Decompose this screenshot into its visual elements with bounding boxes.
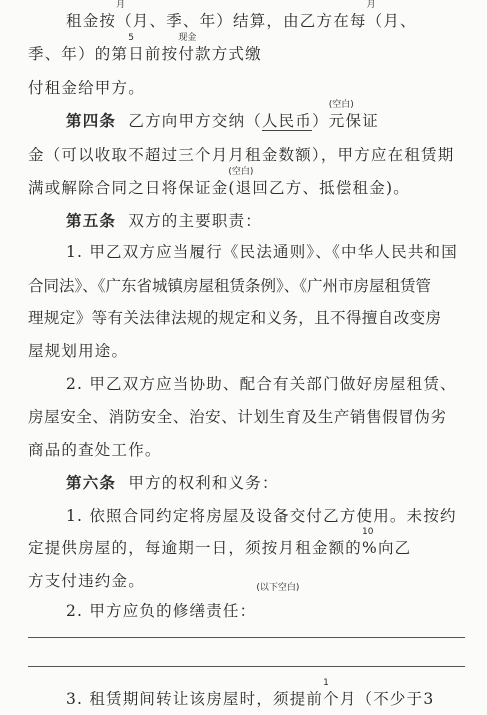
text: 乙方向甲方交纳（ [128, 112, 262, 130]
article-heading: 第六条 [66, 473, 117, 492]
text: 日前按 [128, 45, 179, 63]
text: 双方的主要职责： [128, 212, 262, 230]
blank-line [28, 666, 465, 667]
currency-value: 人民币 [261, 112, 313, 130]
text: 1. 甲乙双方应当履行《民法通则》、《中华人民共和国 [66, 243, 458, 261]
text: （月、 [366, 12, 417, 30]
line-15 [0, 472, 487, 494]
line-5 [0, 144, 487, 166]
text: 方支付违约金。 [28, 572, 145, 590]
line-4: 第四条 乙方向甲方交纳（人民币） (空白) 元保证 [66, 100, 379, 130]
article-heading: 第四条 [66, 111, 117, 130]
text: 屋规划用途。 [28, 342, 129, 360]
text: 季、年）的第 [28, 45, 129, 63]
text: 商品的查处工作。 [28, 441, 162, 459]
text: 3. 租赁期间转让该房屋时，须提前 [66, 690, 324, 708]
text: （月、季、年）结算，由乙方在每 [116, 12, 367, 30]
line-16 [0, 505, 487, 527]
text: 元保证 [328, 112, 379, 130]
text: 满或解除合同之日将保证金 [28, 179, 229, 197]
text: 付租金给甲方。 [28, 79, 145, 97]
text: 2. 甲方应负的修缮责任： [66, 602, 257, 620]
text: 房屋安全、消防安全、治安、计划生育及生产销售假冒伪劣 [28, 408, 447, 426]
currency-field [262, 112, 312, 131]
text: ） [312, 112, 329, 130]
text: 付款方式缴 [178, 45, 262, 63]
line-18 [0, 570, 487, 592]
text: 2. 甲乙双方应当协助、配合有关部门做好房屋租赁、 [66, 375, 457, 393]
line-8 [0, 241, 487, 263]
line-13 [0, 406, 487, 428]
line-20: 3. 租赁期间转让该房屋时，须提前 1 个月（不少于3 [66, 678, 435, 708]
line-1: 租金按 月 （月、季、年）结算，由乙方在每 月 （月、 [66, 0, 417, 30]
line-11 [0, 340, 487, 362]
line-6: 满或解除合同之日将保证金 (空白) (退回乙方、抵偿租金)。 [28, 167, 410, 197]
line-10 [0, 307, 487, 329]
text: 定提供房屋的，每逾期一日，须按月租金额的 [28, 539, 363, 557]
text: 理规定》等有关法律法规的规定和义务，且不得擅自改变房 [28, 309, 442, 327]
text: 合同法》、《广东省城镇房屋租赁条例》、《广州市房屋租赁管 [28, 277, 432, 295]
line-3 [0, 77, 487, 99]
line-2: 季、年）的第 5 日前按 现金 付款方式缴 [28, 33, 262, 63]
line-7 [0, 210, 487, 232]
line-17: 定提供房屋的，每逾期一日，须按月租金额的 10 %向乙 [28, 527, 412, 557]
text: %向乙 [362, 539, 412, 557]
text: 金（可以收取不超过三个月月租金数额），甲方应在租赁期 [28, 146, 455, 164]
blank-line [28, 637, 465, 638]
text: 个月（不少于3 [323, 690, 435, 708]
text: 甲方的权利和义务： [128, 474, 279, 492]
text: (退回乙方、抵偿租金)。 [228, 179, 410, 197]
line-14 [0, 439, 487, 461]
line-19: 2. 甲方应负的修缮责任： (以下空白) [66, 583, 300, 620]
text: 租金按 [66, 12, 117, 30]
line-9 [0, 275, 487, 297]
line-12 [0, 373, 487, 395]
text: 1. 依照合同约定将房屋及设备交付乙方使用。未按约 [66, 507, 457, 525]
article-heading: 第五条 [66, 211, 117, 230]
